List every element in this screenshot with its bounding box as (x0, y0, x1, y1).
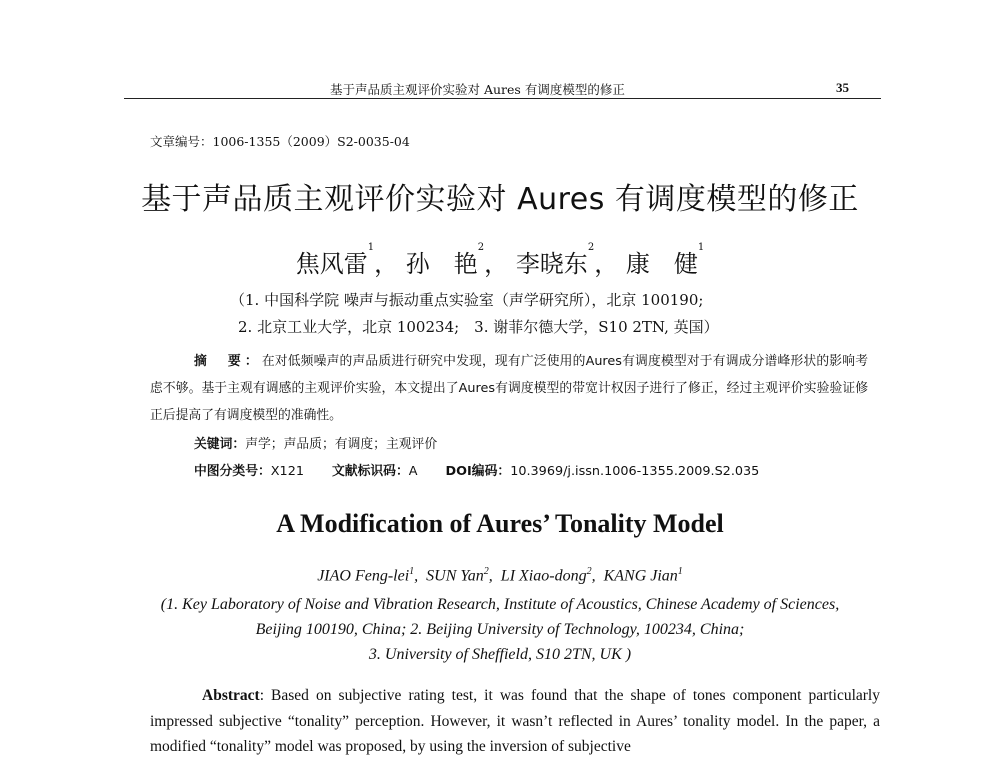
english-abstract-label: Abstract (202, 687, 260, 704)
author-name: 康 健 (625, 250, 698, 278)
english-abstract (150, 683, 880, 760)
author-sup: 1 (697, 242, 705, 253)
keywords-text: 声学；声品质；有调度；主观评价 (245, 437, 438, 452)
chinese-abstract-text: 在对低频噪声的声品质进行研究中发现，现有广泛使用的Aures有调度模型对于有调成分谱峰形状的影响考虑不够。基于主观有调感的主观评价实验，本文提出了Aures有调度模型的带宽计权因子进行了修正，经过主观评价实验验证修正后提高了有调度模型的准确性。 (150, 354, 869, 423)
english-title: A Modification of Aures’ Tonality Model (276, 509, 724, 538)
running-title: 基于声品质主观评价实验对 Aures 有调度模型的修正 (330, 82, 625, 97)
chinese-affiliation-line2: 2. 北京工业大学，北京 100234; 3. 谢菲尔德大学，S10 2TN, 英国） (238, 318, 719, 336)
clc-label: 中图分类号： (194, 464, 271, 479)
page-number: 35 (836, 80, 849, 95)
clc-value: X121 (270, 464, 304, 479)
author-name: 焦风雷 (295, 250, 368, 278)
english-abstract-text: : Based on subjective rating test, it was found that the shape of tones component particularly impressed subjective “tonality” perception. However, it wasn’t reflected in Aures’ tonality model. In the paper, a modified “tonality” model was proposed, by using the inversion of subjective (150, 687, 880, 755)
author-name: JIAO Feng-lei (317, 567, 410, 585)
keywords-label: 关键词： (194, 437, 246, 452)
author-name: SUN Yan (426, 567, 484, 585)
english-affiliation-line2: Beijing 100190, China; 2. Beijing University of Technology, 100234, China; (255, 621, 745, 638)
chinese-authors: 焦风雷$^1$， 孙 艳$^2$， 李晓东$^2$， 康 健$^1$ (295, 242, 705, 278)
chinese-abstract (150, 348, 868, 429)
author-name: LI Xiao-dong (500, 567, 587, 585)
english-affiliations (100, 592, 900, 667)
classification-line (194, 460, 759, 479)
english-authors: JIAO Feng-lei$^1$, SUN Yan$^2$, LI Xiao-dong$^2$, KANG Jian$^1$ (317, 566, 683, 585)
author-sup: 1 (367, 242, 375, 253)
english-affiliation-line3: 3. University of Sheffield, S10 2TN, UK ) (368, 646, 632, 663)
chinese-title: 基于声品质主观评价实验对 Aures 有调度模型的修正 (141, 182, 859, 217)
doi-value: 10.3969/j.issn.1006-1355.2009.S2.035 (510, 464, 760, 479)
author-sup: 2 (587, 242, 595, 253)
author-name: KANG Jian (603, 567, 678, 585)
doc-code-value: A (408, 464, 418, 479)
doi-label: DOI编码： (445, 464, 511, 479)
chinese-affiliation-line1: （1. 中国科学院 噪声与振动重点实验室（声学研究所），北京 100190; (230, 291, 704, 309)
header-rule (124, 98, 881, 99)
doc-code-label: 文献标识码： (331, 464, 409, 479)
chinese-abstract-label: 摘 要： (194, 354, 262, 369)
author-sup: 2 (483, 566, 489, 577)
author-sup: 1 (409, 566, 415, 577)
author-name: 李晓东 (515, 250, 588, 278)
article-number: 文章编号：1006-1355（2009）S2-0035-04 (150, 134, 410, 149)
author-sup: 1 (677, 566, 683, 577)
author-sup: 2 (586, 566, 592, 577)
author-sup: 2 (477, 242, 485, 253)
english-affiliation-line1: (1. Key Laboratory of Noise and Vibration Research, Institute of Acoustics, Chinese Academy of Sciences, (160, 596, 840, 613)
keywords (194, 433, 437, 452)
author-name: 孙 艳 (405, 250, 478, 278)
